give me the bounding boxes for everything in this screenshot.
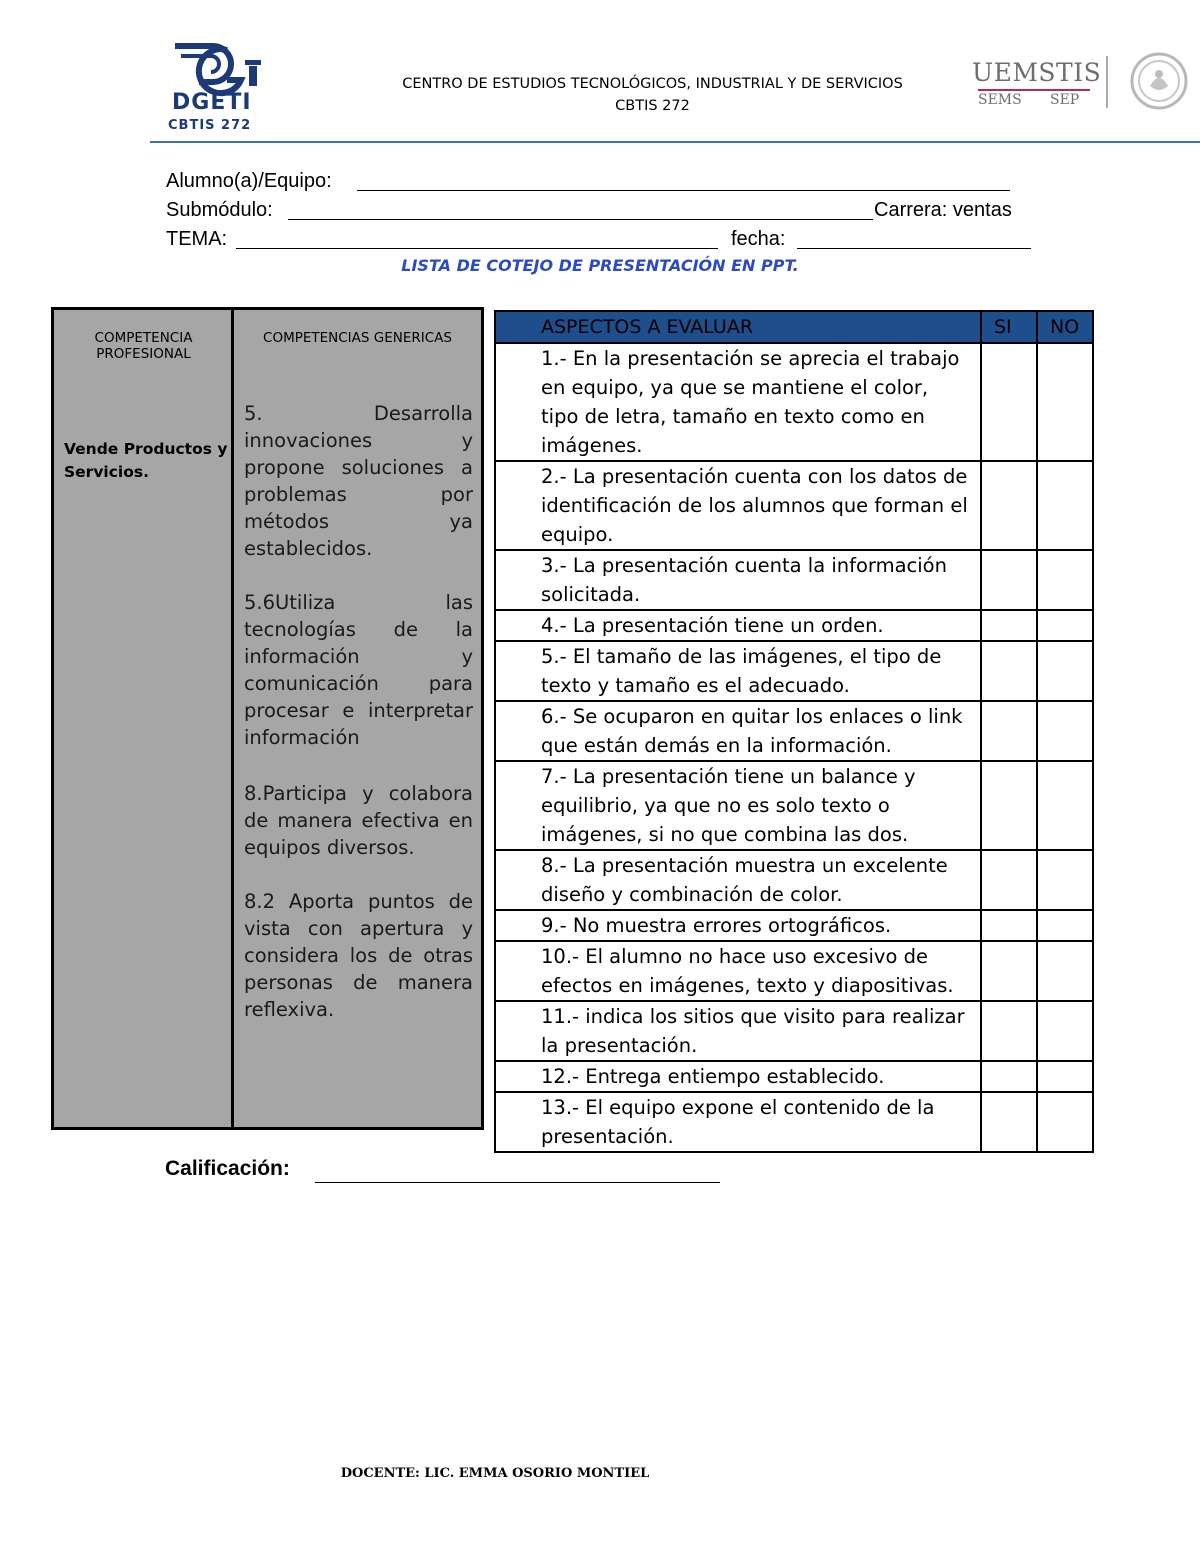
competencia-profesional-box <box>51 307 236 1130</box>
no-cell[interactable] <box>1037 550 1093 610</box>
aspect-text: 12.- Entrega entiempo establecido. <box>495 1061 981 1092</box>
yes-cell[interactable] <box>981 910 1037 941</box>
table-row <box>495 461 1093 550</box>
no-cell[interactable] <box>1037 941 1093 1001</box>
yes-cell[interactable] <box>981 701 1037 761</box>
no-cell[interactable] <box>1037 1092 1093 1152</box>
yes-cell[interactable] <box>981 641 1037 701</box>
aspect-text: 1.- En la presentación se aprecia el trabajo en equipo, ya que se mantiene el color, tipo de letra, tamaño en texto como en imágenes. <box>495 343 981 461</box>
competencia-profesional-heading-line1: COMPETENCIA <box>94 330 193 346</box>
mexico-seal-icon <box>1128 52 1190 110</box>
evaluation-table <box>494 310 1094 1153</box>
yes-cell[interactable] <box>981 1061 1037 1092</box>
sep-logo-text: SEP <box>1050 92 1080 108</box>
competencia-profesional-text-line1: Vende Productos y <box>64 440 228 458</box>
submodulo-label: Submódulo: <box>166 199 273 221</box>
no-header: NO <box>1037 311 1093 343</box>
aspect-text: 7.- La presentación tiene un balance y equilibrio, ya que no es solo texto o imágenes, si no que combina las dos. <box>495 761 981 850</box>
evaluation-header-row <box>495 311 1093 343</box>
no-cell[interactable] <box>1037 610 1093 641</box>
submodulo-field[interactable] <box>288 201 873 220</box>
aspect-text: 2.- La presentación cuenta con los datos de identificación de los alumnos que forman el equipo. <box>495 461 981 550</box>
yes-cell[interactable] <box>981 550 1037 610</box>
competencia-profesional-heading-line2: PROFESIONAL <box>96 346 191 362</box>
no-cell[interactable] <box>1037 461 1093 550</box>
competencia-generica-item: 8.Participa y colabora de manera efectiva en equipos diversos. <box>244 782 473 859</box>
aspect-text: 11.- indica los sitios que visito para realizar la presentación. <box>495 1001 981 1061</box>
uemstis-logo-divider <box>978 89 1090 91</box>
table-row <box>495 610 1093 641</box>
docente-signature: DOCENTE: LIC. EMMA OSORIO MONTIEL <box>340 1466 650 1481</box>
competencia-generica-item: 8.2 Aporta puntos de vista con apertura y considera los de otras personas de manera reflexiva. <box>244 890 473 1021</box>
aspect-text: 9.- No muestra errores ortográficos. <box>495 910 981 941</box>
institution-name: CENTRO DE ESTUDIOS TECNOLÓGICOS, INDUSTRIAL Y DE SERVICIOS <box>402 76 903 92</box>
alumno-field[interactable] <box>357 172 1010 191</box>
competencia-generica-item: 5. Desarrolla innovaciones y propone soluciones a problemas por métodos ya establecidos. <box>244 402 473 560</box>
tema-field[interactable] <box>236 230 718 249</box>
uemstis-logo-name: UEMSTIS <box>972 58 1102 87</box>
table-row <box>495 1001 1093 1061</box>
yes-header: SI <box>981 311 1037 343</box>
table-row <box>495 1061 1093 1092</box>
table-row <box>495 550 1093 610</box>
checklist-title: LISTA DE COTEJO DE PRESENTACIÓN EN PPT. <box>401 256 799 275</box>
aspect-text: 6.- Se ocuparon en quitar los enlaces o link que están demás en la información. <box>495 701 981 761</box>
calificacion-field[interactable] <box>315 1164 720 1183</box>
alumno-label: Alumno(a)/Equipo: <box>166 170 332 192</box>
competencias-genericas-box <box>231 307 484 1130</box>
yes-cell[interactable] <box>981 461 1037 550</box>
sems-logo-text: SEMS <box>978 92 1022 108</box>
header-rule <box>150 141 1200 143</box>
dgeti-logo-subtitle: CBTIS 272 <box>168 118 252 133</box>
yes-cell[interactable] <box>981 1092 1037 1152</box>
carrera-label: Carrera: ventas <box>874 199 1012 221</box>
fecha-field[interactable] <box>797 230 1031 249</box>
table-row <box>495 761 1093 850</box>
yes-cell[interactable] <box>981 610 1037 641</box>
fecha-label: fecha: <box>731 228 786 250</box>
no-cell[interactable] <box>1037 1061 1093 1092</box>
table-row <box>495 910 1093 941</box>
competencias-genericas-heading: COMPETENCIAS GENERICAS <box>263 330 452 346</box>
aspect-text: 13.- El equipo expone el contenido de la presentación. <box>495 1092 981 1152</box>
yes-cell[interactable] <box>981 761 1037 850</box>
calificacion-label: Calificación: <box>165 1157 290 1180</box>
yes-cell[interactable] <box>981 941 1037 1001</box>
table-row <box>495 701 1093 761</box>
no-cell[interactable] <box>1037 910 1093 941</box>
institution-title <box>300 73 1005 117</box>
logo-divider <box>1106 56 1108 108</box>
no-cell[interactable] <box>1037 761 1093 850</box>
no-cell[interactable] <box>1037 343 1093 461</box>
dgeti-logo-name: DGETI <box>172 90 252 115</box>
table-row <box>495 941 1093 1001</box>
competencia-generica-item: 5.6Utiliza las tecnologías de la información y comunicación para procesar e interpretar información <box>244 591 473 749</box>
yes-cell[interactable] <box>981 1001 1037 1061</box>
competencia-profesional-heading <box>54 330 233 362</box>
aspect-text: 3.- La presentación cuenta la información solicitada. <box>495 550 981 610</box>
aspect-text: 10.- El alumno no hace uso excesivo de efectos en imágenes, texto y diapositivas. <box>495 941 981 1001</box>
yes-cell[interactable] <box>981 850 1037 910</box>
tema-label: TEMA: <box>166 228 228 250</box>
competencia-profesional-text <box>64 438 234 484</box>
aspect-text: 8.- La presentación muestra un excelente diseño y combinación de color. <box>495 850 981 910</box>
competencia-profesional-text-line2: Servicios. <box>64 463 150 481</box>
no-cell[interactable] <box>1037 1001 1093 1061</box>
table-row <box>495 850 1093 910</box>
institution-campus: CBTIS 272 <box>615 98 690 114</box>
table-row <box>495 641 1093 701</box>
aspect-text: 5.- El tamaño de las imágenes, el tipo de texto y tamaño es el adecuado. <box>495 641 981 701</box>
yes-cell[interactable] <box>981 343 1037 461</box>
aspects-header: ASPECTOS A EVALUAR <box>495 311 981 343</box>
table-row <box>495 343 1093 461</box>
aspect-text: 4.- La presentación tiene un orden. <box>495 610 981 641</box>
no-cell[interactable] <box>1037 701 1093 761</box>
no-cell[interactable] <box>1037 850 1093 910</box>
table-row <box>495 1092 1093 1152</box>
no-cell[interactable] <box>1037 641 1093 701</box>
